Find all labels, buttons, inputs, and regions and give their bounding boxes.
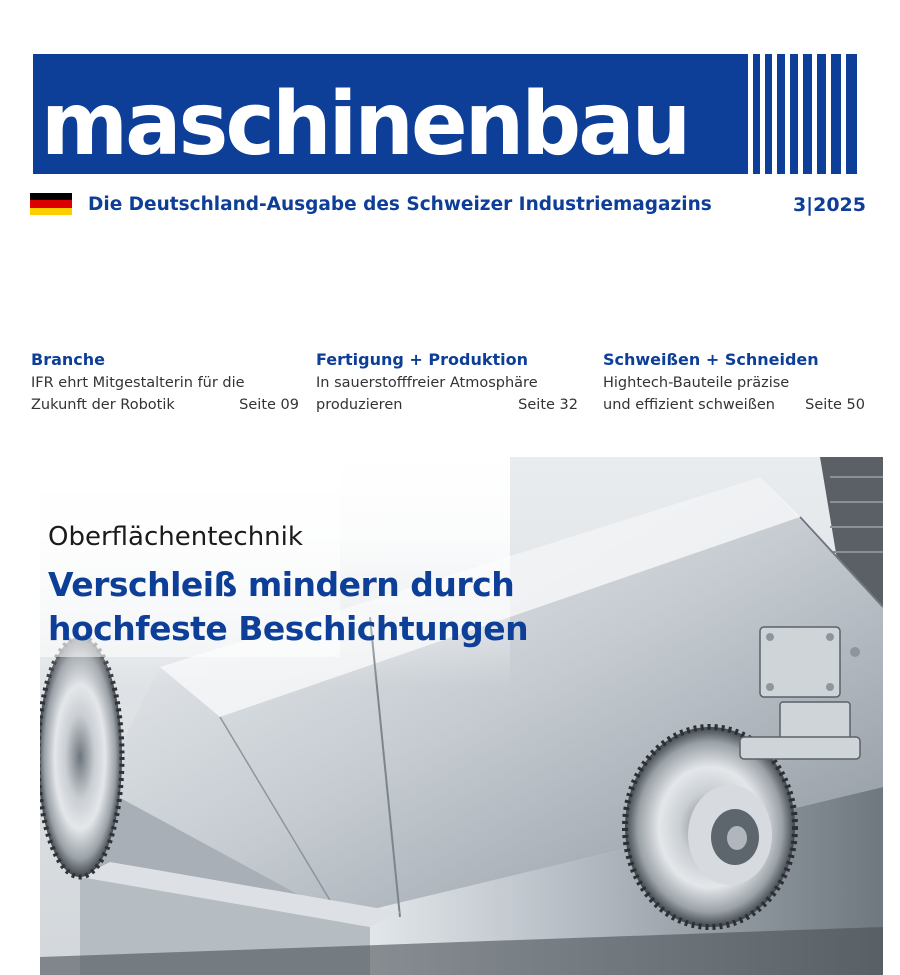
teaser-line-1: Hightech-Bauteile präzise — [603, 375, 790, 391]
flag-stripe-gold — [30, 208, 72, 215]
masthead-stripes — [743, 54, 863, 174]
flag-stripe-black — [30, 193, 72, 200]
cover-kicker: Oberflächentechnik — [48, 522, 303, 552]
teaser-category: Fertigung + Produktion — [316, 350, 528, 369]
teaser-page: Seite 32 — [518, 397, 578, 413]
teaser-page: Seite 09 — [239, 397, 299, 413]
magazine-title: maschinenbau — [41, 73, 689, 174]
teaser-line-2 — [316, 394, 578, 416]
teaser-line-2-text: produzieren — [316, 397, 403, 413]
teaser-line-2 — [603, 394, 865, 416]
teaser-schweissen[interactable] — [603, 348, 865, 416]
flag-stripe-red — [30, 200, 72, 207]
cover-headline — [48, 563, 528, 651]
teaser-category: Schweißen + Schneiden — [603, 350, 819, 369]
teaser-line-2 — [31, 394, 299, 416]
teaser-category: Branche — [31, 350, 105, 369]
cover-headline-line-1: Verschleiß mindern durch — [48, 565, 515, 604]
german-flag-icon — [30, 193, 72, 215]
teaser-branche[interactable] — [31, 348, 299, 416]
subtitle-row — [30, 191, 866, 219]
teaser-line-1: In sauerstofffreier Atmosphäre — [316, 375, 538, 391]
masthead — [33, 54, 863, 174]
teaser-line-1: IFR ehrt Mitgestalterin für die — [31, 375, 245, 391]
teaser-fertigung[interactable] — [316, 348, 578, 416]
magazine-subtitle: Die Deutschland-Ausgabe des Schweizer Industriemagazins — [88, 194, 712, 215]
teaser-line-2-text: Zukunft der Robotik — [31, 397, 175, 413]
issue-number: 3|2025 — [792, 194, 866, 216]
teaser-line-2-text: und effizient schweißen — [603, 397, 775, 413]
cover-headline-line-2: hochfeste Beschichtungen — [48, 609, 529, 648]
masthead-bar — [33, 54, 743, 174]
teaser-page: Seite 50 — [805, 397, 865, 413]
